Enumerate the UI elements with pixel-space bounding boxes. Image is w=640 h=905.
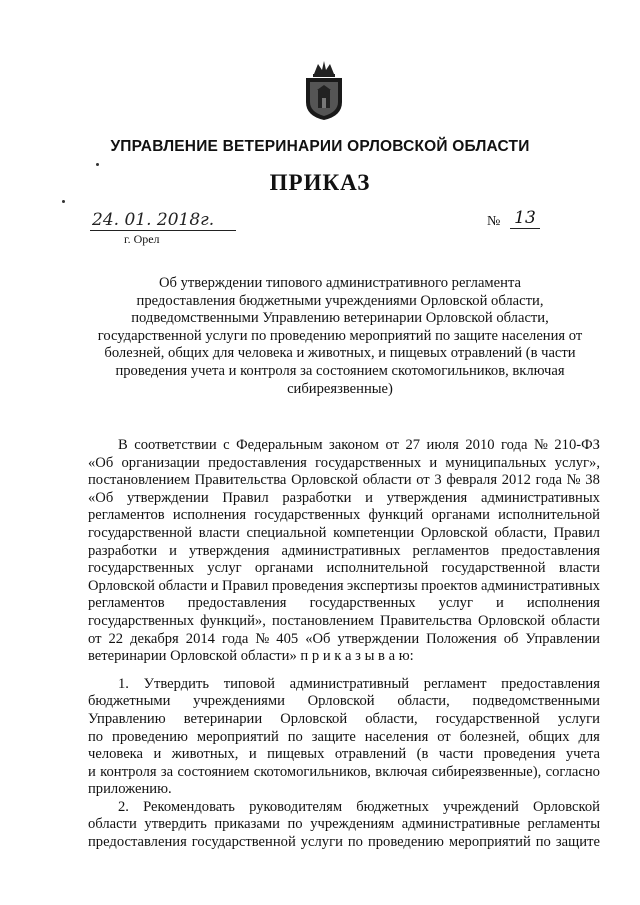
preamble-paragraph: [88, 437, 600, 666]
stray-mark: [62, 200, 65, 203]
text-line: постановлением Правительства Орловской области от 3 февраля 2012 года № 38: [88, 472, 600, 489]
subject-line: Об утверждении типового административного регламента: [159, 275, 521, 291]
subject-line: государственной услуги по проведению мероприятий по защите населения от: [97, 327, 583, 344]
text-line: ветеринарии Орловской области» п р и к а з ы в а ю:: [88, 648, 414, 665]
text-line: бюджетными учреждениями Орловской области, подведомственными: [88, 693, 600, 710]
subject-line: болезней, общих для человека и животных, и пищевых отравлений (в части: [104, 345, 576, 362]
text-line: регламентов предоставления государственных услуг и исполнения: [88, 595, 600, 612]
item-1-paragraph: [88, 676, 600, 799]
order-number: 13: [510, 208, 540, 229]
text-line: «Об утверждении Правил разработки и утверждения административных: [88, 489, 600, 506]
text-line: Орловской области и Правил проведения экспертизы проектов административных: [88, 577, 600, 594]
text-line: от 22 декабря 2014 года № 405 «Об утверждении Положения об Управлении: [88, 630, 600, 647]
issue-city: г. Орел: [124, 232, 160, 246]
text-line: разработки и утверждения административных регламентов предоставления: [88, 542, 600, 559]
text-line: человека и животных, и пищевых отравлений (в части проведения учета: [88, 746, 600, 763]
text-line: 1. Утвердить типовой административный регламент предоставления: [118, 675, 600, 692]
text-line: предоставления государственной услуги по проведению мероприятий по защите: [88, 834, 600, 851]
text-line: Управлению ветеринарии Орловской области, государственной услуги: [88, 710, 600, 727]
subject-line: сибиреязвенные): [287, 380, 393, 397]
order-number-label: №: [487, 214, 501, 229]
order-subject: [80, 275, 600, 398]
text-line: государственных услуг органами исполнительной государственной власти: [88, 560, 600, 577]
text-line: государственных функций», постановлением Правительства Орловской области: [88, 612, 600, 629]
order-body: [88, 437, 600, 852]
text-line: государственной власти специальной компетенции Орловской области, Правил: [88, 524, 600, 541]
text-line: В соответствии с Федеральным законом от 27 июля 2010 года № 210-ФЗ: [118, 437, 600, 453]
subject-line: подведомственными Управлению ветеринарии Орловской области,: [131, 310, 549, 327]
coat-of-arms-emblem: [300, 58, 348, 122]
text-line: области утвердить приказами по учреждениям административные регламенты: [88, 816, 600, 833]
text-line: и контроля за состоянием скотомогильников, включая сибиреязвенные), согласно: [88, 763, 600, 780]
order-date: 24. 01. 2018г.: [90, 210, 236, 231]
agency-name: УПРАВЛЕНИЕ ВЕТЕРИНАРИИ ОРЛОВСКОЙ ОБЛАСТИ: [110, 138, 530, 155]
subject-line: проведения учета и контроля за состоянием скотомогильников, включая: [115, 362, 565, 379]
document-type: ПРИКАЗ: [269, 170, 371, 195]
text-line: приложению.: [88, 781, 172, 798]
item-2-paragraph: [88, 799, 600, 852]
subject-line: предоставления бюджетными учреждениями Орловской области,: [136, 292, 544, 309]
text-line: регламентов исполнения государственных функций органами исполнительной: [88, 507, 600, 524]
text-line: «Об организации предоставления государственных и муниципальных услуг»,: [88, 454, 600, 471]
text-line: по проведению мероприятий по защите населения от болезней, общих для: [88, 728, 600, 745]
text-line: 2. Рекомендовать руководителям бюджетных учреждений Орловской: [118, 798, 600, 815]
stray-mark: [96, 163, 99, 166]
